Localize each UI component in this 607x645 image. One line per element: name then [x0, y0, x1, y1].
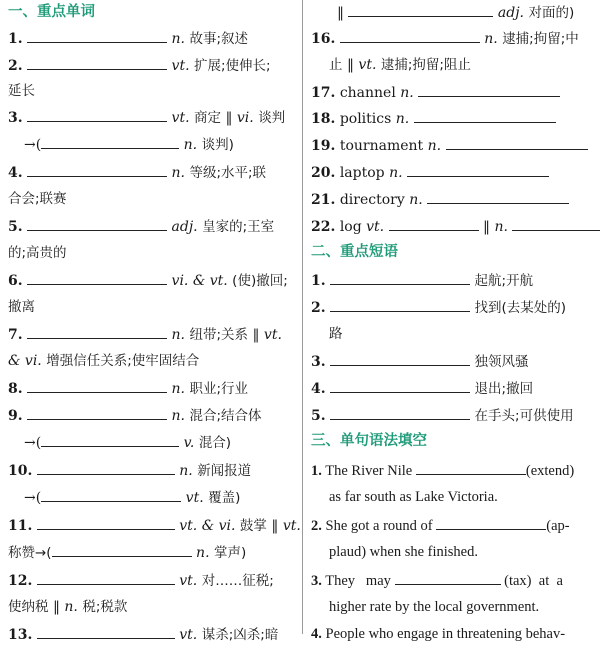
grammar-item-2: 2. She got a round of (ap- — [311, 515, 570, 536]
vocab-item-13: 13. vt. 谋杀;凶杀;暗 — [8, 624, 278, 645]
answer-blank[interactable] — [407, 162, 549, 177]
vocab-item-2-cont: 延长 — [8, 83, 35, 99]
vocab-item-10-cont: →( vt. 覆盖) — [24, 487, 240, 508]
answer-blank[interactable] — [27, 28, 167, 43]
left-column — [8, 0, 301, 643]
phrase-item-5: 5. 在手头;可供使用 — [311, 405, 574, 426]
answer-blank[interactable] — [427, 189, 569, 204]
vocab-item-5: 5. adj. 皇家的;王室 — [8, 216, 274, 237]
answer-blank[interactable] — [389, 216, 479, 231]
answer-blank[interactable] — [37, 515, 175, 530]
vocab-item-1: 1. n. 故事;叙述 — [8, 28, 248, 49]
vocab-item-9-cont: →( v. 混合) — [24, 432, 231, 453]
answer-blank[interactable] — [330, 378, 470, 393]
answer-blank[interactable] — [348, 2, 493, 17]
vocab-item-20: 20. laptop n. — [311, 162, 549, 183]
answer-blank[interactable] — [27, 378, 167, 393]
answer-blank[interactable] — [37, 624, 175, 639]
answer-blank[interactable] — [27, 270, 167, 285]
vocab-item-9: 9. n. 混合;结合体 — [8, 405, 262, 426]
right-column — [309, 0, 601, 642]
answer-blank[interactable] — [330, 405, 470, 420]
answer-blank[interactable] — [395, 570, 501, 585]
vocab-item-6-cont: 撤离 — [8, 299, 35, 315]
answer-blank[interactable] — [418, 82, 560, 97]
answer-blank[interactable] — [512, 216, 600, 231]
vocab-item-3-cont: →( n. 谈判) — [24, 134, 234, 155]
grammar-item-4: 4. People who engage in threatening behav- — [311, 626, 566, 642]
vocab-item-10: 10. n. 新闻报道 — [8, 460, 251, 481]
vocab-item-2: 2. vt. 扩展;使伸长; — [8, 55, 271, 76]
answer-blank[interactable] — [436, 515, 546, 530]
vocab-item-8: 8. n. 职业;行业 — [8, 378, 248, 399]
answer-blank[interactable] — [414, 108, 556, 123]
answer-blank[interactable] — [330, 351, 470, 366]
vocab-item-12-cont: 使纳税 ‖ n. 税;税款 — [8, 599, 128, 615]
answer-blank[interactable] — [37, 460, 175, 475]
vocab-item-7: 7. n. 纽带;关系 ‖ vt. — [8, 324, 282, 345]
answer-blank[interactable] — [330, 270, 470, 285]
section-heading-phrases: 二、重点短语 — [311, 244, 398, 260]
phrase-item-2: 2. 找到(去某处的) — [311, 297, 566, 318]
vocab-item-21: 21. directory n. — [311, 189, 569, 210]
answer-blank[interactable] — [37, 570, 175, 585]
answer-blank[interactable] — [416, 460, 526, 475]
vocab-item-16-cont: 止 ‖ vt. 逮捕;拘留;阻止 — [329, 57, 471, 73]
vocab-item-4-cont: 合会;联赛 — [8, 191, 67, 207]
vocab-item-12: 12. vt. 对……征税; — [8, 570, 274, 591]
vocab-item-3: 3. vt. 商定 ‖ vi. 谈判 — [8, 107, 285, 128]
column-divider — [302, 0, 303, 634]
vocab-item-4: 4. n. 等级;水平;联 — [8, 162, 266, 183]
vocab-item-11: 11. vt. & vi. 鼓掌 ‖ vt. — [8, 515, 301, 536]
vocab-item-18: 18. politics n. — [311, 108, 556, 129]
grammar-item-1: 1. The River Nile (extend) — [311, 460, 574, 481]
vocab-item-16: 16. n. 逮捕;拘留;中 — [311, 28, 579, 49]
answer-blank[interactable] — [41, 487, 181, 502]
vocab-item-7-cont: & vi. 增强信任关系;使牢固结合 — [8, 353, 200, 369]
answer-blank[interactable] — [27, 55, 167, 70]
grammar-item-3: 3. They may (tax) at a — [311, 570, 563, 591]
grammar-item-2-cont: plaud) when she finished. — [329, 544, 478, 560]
section-heading-vocab: 一、重点单词 — [8, 4, 95, 20]
phrase-item-3: 3. 独领风骚 — [311, 351, 529, 372]
answer-blank[interactable] — [52, 542, 192, 557]
vocab-item-11-cont: 称赞→( n. 掌声) — [8, 542, 246, 563]
answer-blank[interactable] — [27, 107, 167, 122]
phrase-item-2-cont: 路 — [329, 326, 343, 342]
vocab-item-15-cont: ‖ adj. 对面的) — [311, 2, 574, 23]
grammar-item-1-cont: as far south as Lake Victoria. — [329, 489, 498, 505]
answer-blank[interactable] — [27, 405, 167, 420]
answer-blank[interactable] — [446, 135, 588, 150]
answer-blank[interactable] — [41, 432, 179, 447]
answer-blank[interactable] — [27, 324, 167, 339]
vocab-item-19: 19. tournament n. — [311, 135, 588, 156]
vocab-item-17: 17. channel n. — [311, 82, 560, 103]
answer-blank[interactable] — [27, 162, 167, 177]
answer-blank[interactable] — [41, 134, 179, 149]
answer-blank[interactable] — [27, 216, 167, 231]
grammar-item-3-cont: higher rate by the local government. — [329, 599, 540, 615]
vocab-item-5-cont: 的;高贵的 — [8, 245, 67, 261]
phrase-item-1: 1. 起航;开航 — [311, 270, 533, 291]
phrase-item-4: 4. 退出;撤回 — [311, 378, 533, 399]
answer-blank[interactable] — [340, 28, 480, 43]
vocab-item-6: 6. vi. & vt. (使)撤回; — [8, 270, 288, 291]
section-heading-grammar: 三、单句语法填空 — [311, 433, 427, 449]
vocab-item-22: 22. log vt. ‖ n. — [311, 216, 600, 237]
answer-blank[interactable] — [330, 297, 470, 312]
